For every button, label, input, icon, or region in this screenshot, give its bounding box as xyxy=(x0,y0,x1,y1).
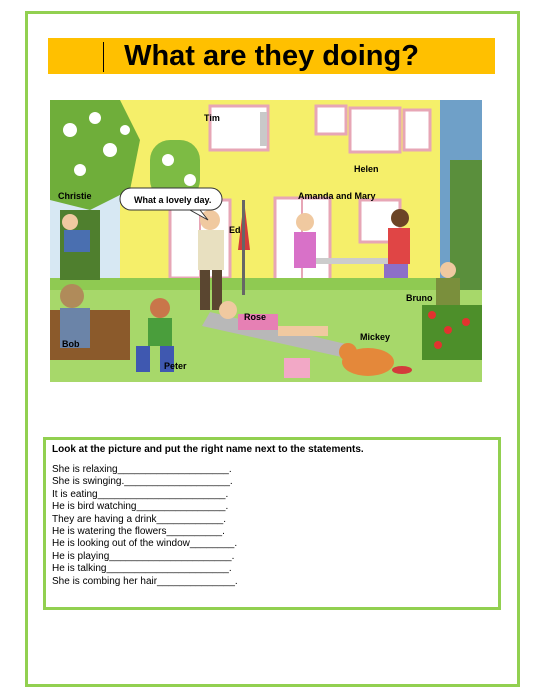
basket xyxy=(284,358,310,378)
bruno-figure xyxy=(440,262,456,278)
label-rose: Rose xyxy=(244,312,267,322)
window-right xyxy=(404,110,430,150)
bob-figure xyxy=(60,284,84,308)
mary-figure xyxy=(391,209,409,227)
label-helen: Helen xyxy=(354,164,379,174)
page-title: What are they doing? xyxy=(124,39,419,72)
label-bob: Bob xyxy=(62,339,80,349)
rose-figure xyxy=(219,301,237,319)
speech-bubble-text: What a lovely day. xyxy=(134,195,212,205)
garden-table xyxy=(312,258,392,264)
christie-figure xyxy=(62,214,78,230)
label-tim: Tim xyxy=(204,113,220,123)
label-bruno: Bruno xyxy=(406,293,433,303)
label-ed: Ed xyxy=(229,225,241,235)
label-amanda-and-mary: Amanda and Mary xyxy=(298,191,376,201)
statement-line: He is talking______________________. xyxy=(52,563,232,575)
title-banner xyxy=(48,38,495,74)
statement-line: He is looking out of the window________. xyxy=(52,538,238,550)
statement-line: He is playing______________________. xyxy=(52,550,235,562)
statement-line: It is eating_______________________. xyxy=(52,488,229,500)
label-christie: Christie xyxy=(58,191,92,201)
statement-line: She is relaxing____________________. xyxy=(52,464,232,475)
statement-line: She is swinging.___________________. xyxy=(52,476,233,488)
window-helen xyxy=(350,108,400,152)
peter-figure xyxy=(150,298,170,318)
amanda-figure xyxy=(296,213,314,231)
exercise-box xyxy=(43,437,501,610)
statement-line: She is combing her hair______________. xyxy=(52,575,238,587)
window-upper-middle xyxy=(316,106,346,134)
label-peter: Peter xyxy=(164,361,187,371)
statement-line: He is watering the flowers__________. xyxy=(52,526,225,538)
text-cursor xyxy=(103,42,104,72)
garden-illustration xyxy=(50,100,482,382)
label-mickey: Mickey xyxy=(360,332,391,342)
statement-line: They are having a drink____________. xyxy=(52,513,227,525)
exercise-instruction: Look at the picture and put the right name next to the statements. xyxy=(52,444,364,455)
statement-line: He is bird watching________________. xyxy=(52,501,229,513)
